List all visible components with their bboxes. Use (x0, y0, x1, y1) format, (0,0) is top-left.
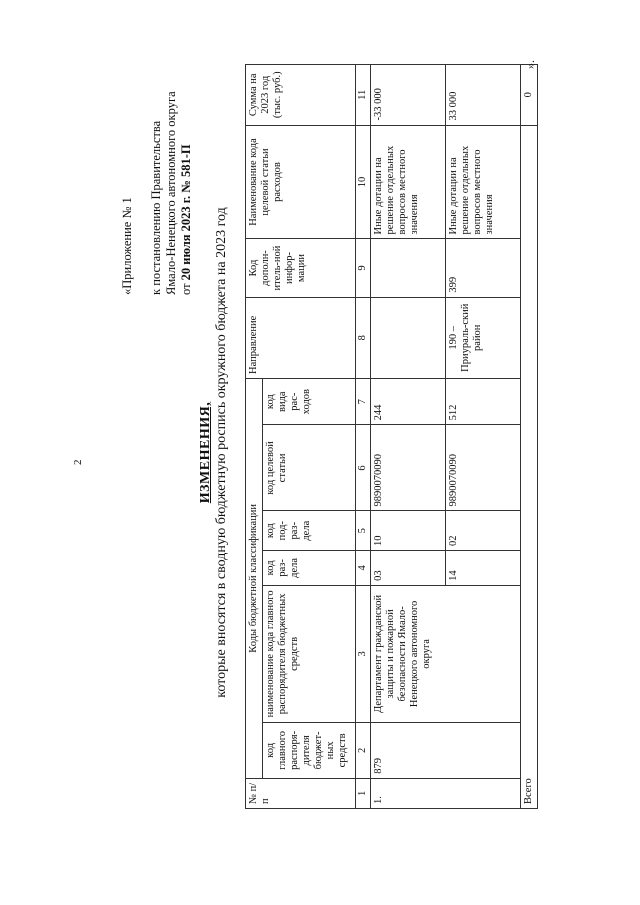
col-number: 2 (356, 722, 371, 778)
appendix-line: к постановлению Правительства (149, 120, 163, 295)
row-subsection: 10 (371, 511, 446, 551)
header-extra-code: Код дополн-итель-ной инфор-мации (246, 239, 356, 297)
row-subsection: 02 (446, 511, 521, 551)
row-target-code: 9890070090 (446, 425, 521, 511)
header-target-name: Наименование кода целевой статьи расходов (246, 125, 356, 239)
total-row (521, 65, 538, 809)
title-heading: ИЗМЕНЕНИЯ, (198, 401, 213, 504)
header-expense-type: код вида рас-ходов (263, 378, 356, 424)
total-label: Всего (521, 125, 538, 808)
appendix-title: «Приложение № 1 (120, 197, 134, 295)
header-amount: Сумма на 2023 год (тыс. руб.) (246, 65, 356, 126)
col-number: 5 (356, 511, 371, 551)
col-number: 7 (356, 378, 371, 424)
appendix-date-prefix: от (179, 283, 193, 295)
row-extra-code: 399 (446, 239, 521, 297)
closing-quote: ». (523, 60, 537, 69)
col-number: 1 (356, 778, 371, 808)
row-manager-code: 879 (371, 722, 521, 778)
header-direction: Направление (246, 297, 356, 378)
header-manager-code: код главного распоря-дителя бюджет-ных средств (263, 722, 356, 778)
column-number-row (356, 65, 371, 809)
row-direction (371, 297, 446, 378)
col-number: 3 (356, 585, 371, 722)
appendix-date: 20 июля 2023 г. № 581-П (179, 144, 193, 281)
header-subsection: код под-раз-дела (263, 511, 356, 551)
header-row (246, 65, 263, 809)
row-expense-type: 244 (371, 378, 446, 424)
col-number: 10 (356, 125, 371, 239)
appendix-block (120, 91, 194, 295)
row-extra-code (371, 239, 446, 297)
page-number: 2 (72, 459, 84, 465)
row-amount: 33 000 (446, 65, 521, 126)
col-number: 8 (356, 297, 371, 378)
title-subtitle: которые вносятся в сводную бюджетную роспись окружного бюджета на 2023 год (214, 207, 229, 698)
row-manager-name: Департамент гражданской защиты и пожарной безопасности Ямало-Ненецкого автономного округа (371, 585, 521, 722)
row-direction: 190 – Приураль-ский район (446, 297, 521, 378)
appendix-line: Ямало-Ненецкого автономного округа (164, 91, 178, 295)
row-expense-type: 512 (446, 378, 521, 424)
header-section: код раз-дела (263, 550, 356, 585)
document-title (198, 0, 230, 905)
header-target-code: код целевой статьи (263, 425, 356, 511)
col-number: 9 (356, 239, 371, 297)
row-target-code: 9890070090 (371, 425, 446, 511)
header-num: № п/п (246, 778, 356, 808)
row-target-name: Иные дотации на решение отдельных вопросов местного значения (371, 125, 446, 239)
row-amount: -33 000 (371, 65, 446, 126)
header-manager-name: наименование кода главного распорядителя бюджетных средств (263, 585, 356, 722)
total-value: 0 (521, 65, 538, 126)
row-target-name: Иные дотации на решение отдельных вопросов местного значения (446, 125, 521, 239)
row-section: 03 (371, 550, 446, 585)
budget-changes-table (245, 64, 538, 809)
appendix-date-line (179, 91, 194, 295)
col-number: 6 (356, 425, 371, 511)
col-number: 4 (356, 550, 371, 585)
row-section: 14 (446, 550, 521, 585)
row-num: 1. (371, 778, 521, 808)
col-number: 11 (356, 65, 371, 126)
header-group: Коды бюджетной классификации (246, 378, 263, 778)
table-row (371, 65, 446, 809)
